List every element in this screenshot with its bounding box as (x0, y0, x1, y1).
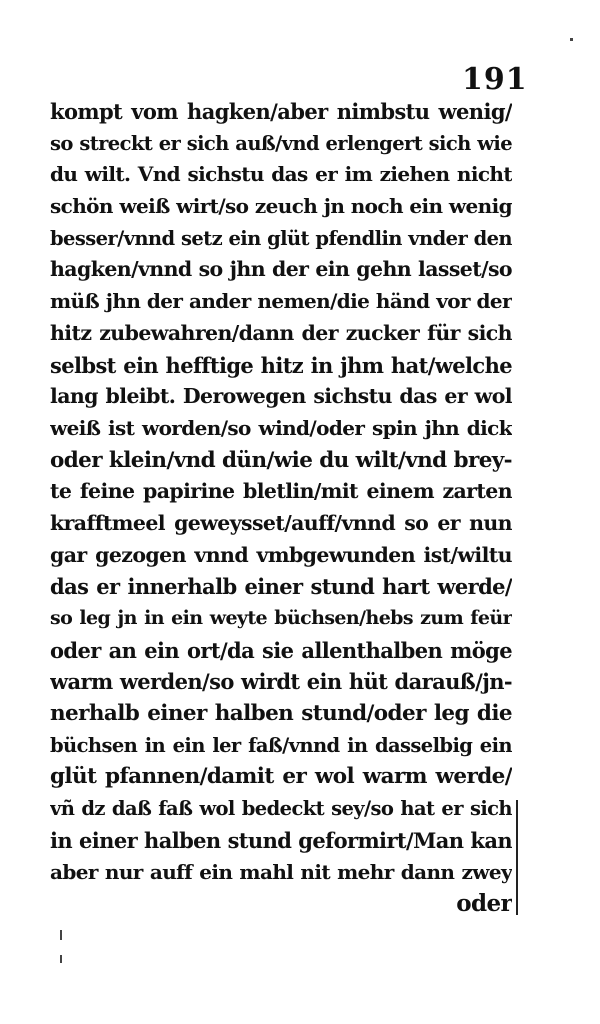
text-line: aber nur auff ein mahl nit mehr dann zwey (50, 859, 512, 884)
text-line: du wilt. Vnd sichstu das er im ziehen nicht (50, 162, 512, 187)
text-line: büchsen in ein ler faß/vnnd in dasselbig ein (50, 733, 512, 757)
scan-speck (60, 955, 62, 963)
text-line: te feine papirine bletlin/mit einem zarten (50, 479, 512, 504)
catchword: oder (456, 890, 512, 918)
text-line: so leg jn in ein weyte büchsen/hebs zum feür (50, 607, 512, 629)
text-line: krafftmeel geweysset/auff/vnnd so er nun (50, 510, 512, 535)
text-line: weiß ist worden/so wind/oder spin jhn dick (50, 415, 512, 440)
scan-speck (60, 930, 62, 940)
text-line: selbst ein hefftige hitz in jhm hat/welche (50, 352, 512, 378)
text-line: kompt vom hagken/aber nimbstu wenig/ (50, 99, 512, 124)
page-edge-mark (516, 800, 518, 915)
body-text (50, 96, 512, 920)
text-line: besser/vnnd setz ein glüt pfendlin vnder den (50, 226, 512, 250)
scan-speck (570, 38, 573, 41)
text-line: gar gezogen vnnd vmbgewunden ist/wiltu (50, 542, 512, 567)
text-line: oder an ein ort/da sie allenthalben möge (50, 637, 512, 663)
text-line: hitz zubewahren/dann der zucker für sich (50, 320, 512, 345)
text-line: das er innerhalb einer stund hart werde/ (50, 574, 512, 600)
text-line: hagken/vnnd so jhn der ein gehn lasset/so (50, 257, 512, 282)
text-line: oder klein/vnd dün/wie du wilt/vnd brey- (50, 447, 512, 473)
text-line: warm werden/so wirdt ein hüt darauß/jn- (50, 669, 512, 695)
text-line: vñ dz daß faß wol bedeckt sey/so hat er sich (50, 797, 512, 821)
text-line: nerhalb einer halben stund/oder leg die (50, 701, 512, 727)
text-line: lang bleibt. Derowegen sichstu das er wol (50, 384, 512, 409)
text-line: glüt pfannen/damit er wol warm werde/ (50, 764, 512, 790)
page-number: 191 (462, 62, 528, 97)
text-line: so streckt er sich auß/vnd erlengert sich wie (50, 131, 512, 155)
text-line: müß jhn der ander nemen/die händ vor der (50, 289, 512, 314)
text-line: schön weiß wirt/so zeuch jn noch ein wenig (50, 194, 512, 219)
text-line: in einer halben stund geformirt/Man kan (50, 827, 512, 853)
